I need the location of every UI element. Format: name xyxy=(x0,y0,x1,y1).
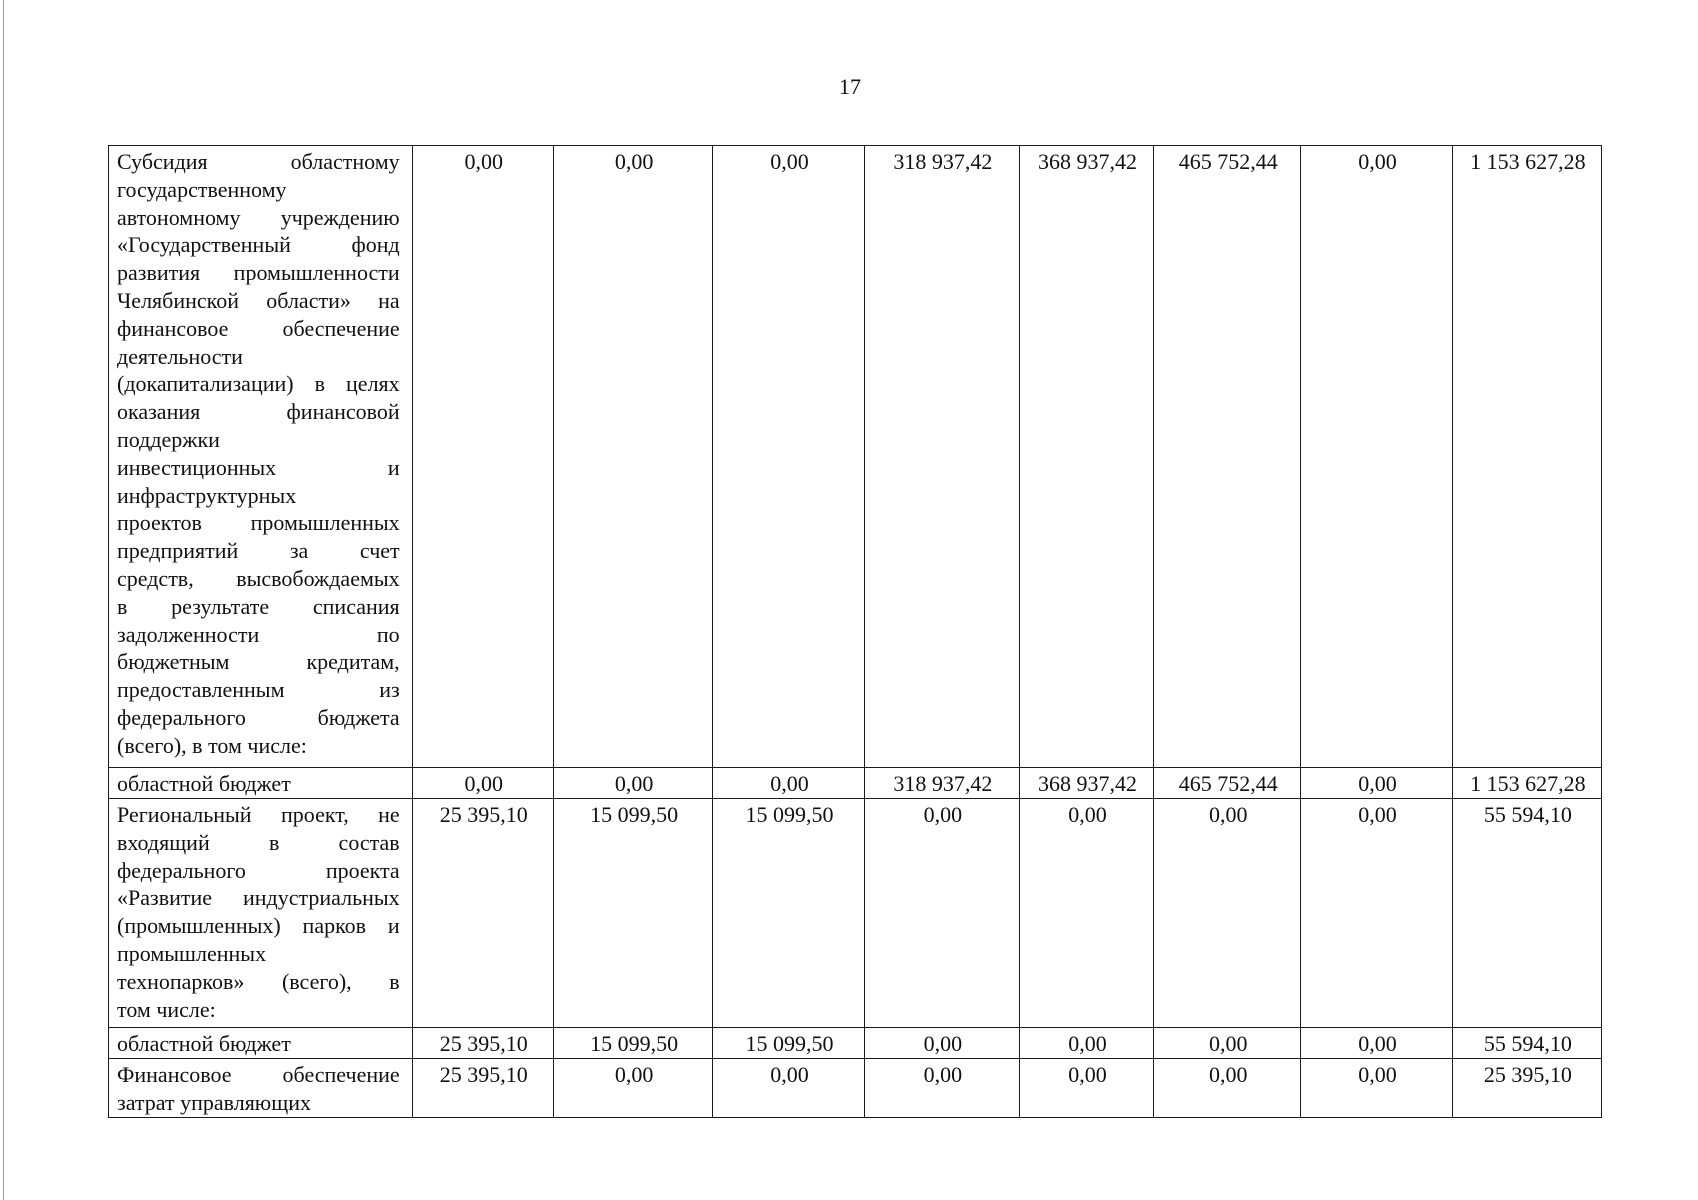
table-row xyxy=(109,1028,1602,1059)
value-cell: 25 395,10 xyxy=(412,1028,553,1059)
value-cell: 0,00 xyxy=(864,1028,1019,1059)
value-cell: 0,00 xyxy=(1154,1059,1301,1118)
total-cell: 1 153 627,28 xyxy=(1452,146,1601,768)
total-cell: 1 153 627,28 xyxy=(1452,768,1601,799)
value-cell: 15 099,50 xyxy=(553,1028,712,1059)
page-number: 17 xyxy=(839,74,861,99)
row-description: Субсидия областному государственному автономному учреждению «Государственный фонд развития промышленности Челябинской области» на финансовое обеспечение деятельности (докапитализации) в целях оказания финансовой поддержки инвестиционных и инфраструктурных проектов промышленных предприятий за счет средств, высвобождаемых в результате списания задолженности по бюджетным кредитам, предоставленным из федерального бюджета (всего), в том числе: xyxy=(109,146,413,768)
value-cell: 0,00 xyxy=(553,768,712,799)
value-cell: 0,00 xyxy=(412,768,553,799)
budget-table xyxy=(108,145,1602,1118)
value-cell: 465 752,44 xyxy=(1154,146,1301,768)
value-cell: 0,00 xyxy=(1020,799,1154,1028)
value-cell: 0,00 xyxy=(864,1059,1019,1118)
value-cell: 25 395,10 xyxy=(412,1059,553,1118)
value-cell: 0,00 xyxy=(864,799,1019,1028)
value-cell: 0,00 xyxy=(1301,1028,1452,1059)
row-description: Финансовое обеспечение затрат управляющих xyxy=(109,1059,413,1118)
value-cell: 0,00 xyxy=(1301,1059,1452,1118)
value-cell: 0,00 xyxy=(713,1059,864,1118)
value-cell: 0,00 xyxy=(1020,1059,1154,1118)
scan-edge-line xyxy=(3,0,4,1200)
row-description: Региональный проект, не входящий в состав федерального проекта «Развитие индустриальных (промышленных) парков и промышленных технопарков» (всего), в том числе: xyxy=(109,799,413,1028)
value-cell: 368 937,42 xyxy=(1020,768,1154,799)
table-row xyxy=(109,799,1602,1028)
table-row xyxy=(109,768,1602,799)
value-cell: 318 937,42 xyxy=(864,768,1019,799)
table-row xyxy=(109,1059,1602,1118)
value-cell: 15 099,50 xyxy=(713,799,864,1028)
value-cell: 0,00 xyxy=(1301,799,1452,1028)
value-cell: 368 937,42 xyxy=(1020,146,1154,768)
value-cell: 0,00 xyxy=(1301,146,1452,768)
total-cell: 55 594,10 xyxy=(1452,799,1601,1028)
value-cell: 0,00 xyxy=(553,146,712,768)
row-description: областной бюджет xyxy=(109,768,413,799)
value-cell: 15 099,50 xyxy=(713,1028,864,1059)
value-cell: 318 937,42 xyxy=(864,146,1019,768)
value-cell: 465 752,44 xyxy=(1154,768,1301,799)
value-cell: 0,00 xyxy=(1154,799,1301,1028)
value-cell: 0,00 xyxy=(713,768,864,799)
total-cell: 55 594,10 xyxy=(1452,1028,1601,1059)
value-cell: 0,00 xyxy=(1301,768,1452,799)
value-cell: 0,00 xyxy=(713,146,864,768)
row-description: областной бюджет xyxy=(109,1028,413,1059)
table-row xyxy=(109,146,1602,768)
value-cell: 0,00 xyxy=(1020,1028,1154,1059)
value-cell: 0,00 xyxy=(1154,1028,1301,1059)
value-cell: 25 395,10 xyxy=(412,799,553,1028)
total-cell: 25 395,10 xyxy=(1452,1059,1601,1118)
value-cell: 15 099,50 xyxy=(553,799,712,1028)
value-cell: 0,00 xyxy=(553,1059,712,1118)
value-cell: 0,00 xyxy=(412,146,553,768)
